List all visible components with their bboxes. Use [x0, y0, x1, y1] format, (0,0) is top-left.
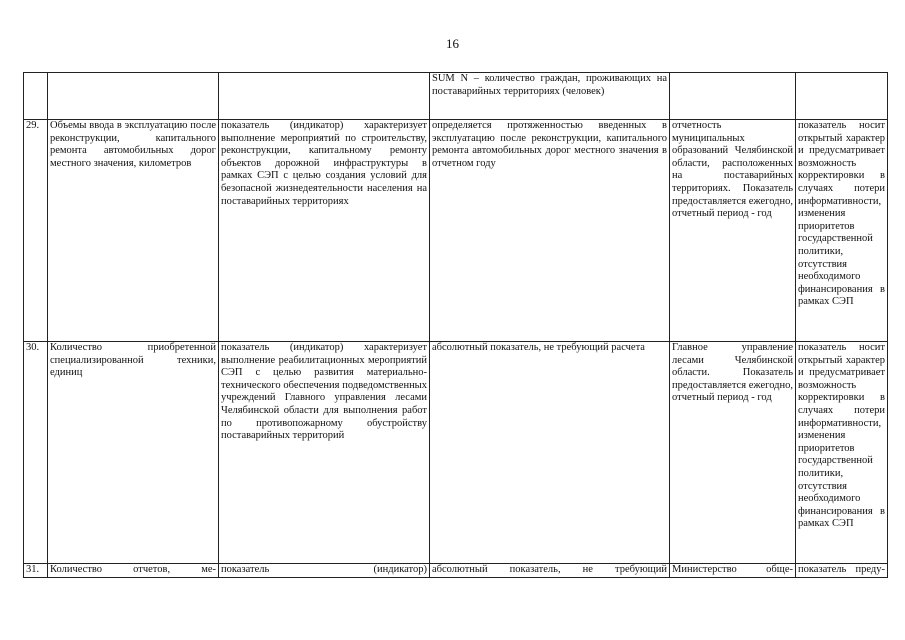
indicator-name-cell: Объемы ввода в эксплуатацию после реконструкции, капитального ремонта автомобильных дорог местного значения, километров	[48, 120, 219, 342]
table-row	[24, 120, 888, 342]
indicator-description-cell: показатель (индикатор)	[219, 564, 430, 578]
data-source-cell: отчетность муниципальных образований Челябинской области, расположенных на поставарийных территориях. Показатель предоставляется ежегодно, отчетный период - год	[670, 120, 796, 342]
note-cell: показатель носит открытый характер и предусматривает возможность корректировки в случаях потери информативности, изменения приоритетов государственной политики, отсутствия необходимого финансирования в рамках СЭП	[796, 342, 888, 564]
calculation-method-cell: абсолютный показатель, не требующий расчета	[430, 342, 670, 564]
table-row	[24, 73, 888, 120]
note-cell: показатель носит открытый характер и предусматривает возможность корректировки в случаях потери информативности, изменения приоритетов государственной политики, отсутствия необходимого финансирования в рамках СЭП	[796, 120, 888, 342]
indicator-description-cell: показатель (индикатор) характеризует выполнение реабилитационных мероприятий СЭП с целью развития материально-технического обеспечения подведомственных учреждений Главного управления лесами Челябинской области для выполнения работ по противопожарному обустройству поставарийных территорий	[219, 342, 430, 564]
page-number: 16	[446, 36, 459, 51]
indicator-name-cell: Количество приобретенной специализированной техники, единиц	[48, 342, 219, 564]
row-number: 31.	[24, 564, 48, 578]
indicator-table	[23, 72, 888, 578]
calculation-method-cell: абсолютный показатель, не требующий	[430, 564, 670, 578]
calculation-method-cell: SUM N – количество граждан, проживающих на поставарийных территориях (человек)	[430, 73, 670, 120]
calculation-method-cell: определяется протяженностью введенных в эксплуатацию после реконструкции, капитального ремонта автомобильных дорог местного значения в отчетном году	[430, 120, 670, 342]
table-row	[24, 564, 888, 578]
data-source-cell	[670, 73, 796, 120]
indicator-name-cell: Количество отчетов, ме-	[48, 564, 219, 578]
indicator-description-cell: показатель (индикатор) характеризует выполнение мероприятий по строительству, реконструкции, капитальному ремонту объектов дорожной инфраструктуры в рамках СЭП с целью создания условий для безопасной жизнедеятельности населения на поставарийных территориях	[219, 120, 430, 342]
indicator-description-cell	[219, 73, 430, 120]
row-number: 29.	[24, 120, 48, 342]
note-cell	[796, 73, 888, 120]
data-source-cell: Министерство обще-	[670, 564, 796, 578]
note-cell: показатель преду-	[796, 564, 888, 578]
table-row	[24, 342, 888, 564]
data-source-cell: Главное управление лесами Челябинской области. Показатель предоставляется ежегодно, отчетный период - год	[670, 342, 796, 564]
indicator-name-cell	[48, 73, 219, 120]
row-number	[24, 73, 48, 120]
row-number: 30.	[24, 342, 48, 564]
